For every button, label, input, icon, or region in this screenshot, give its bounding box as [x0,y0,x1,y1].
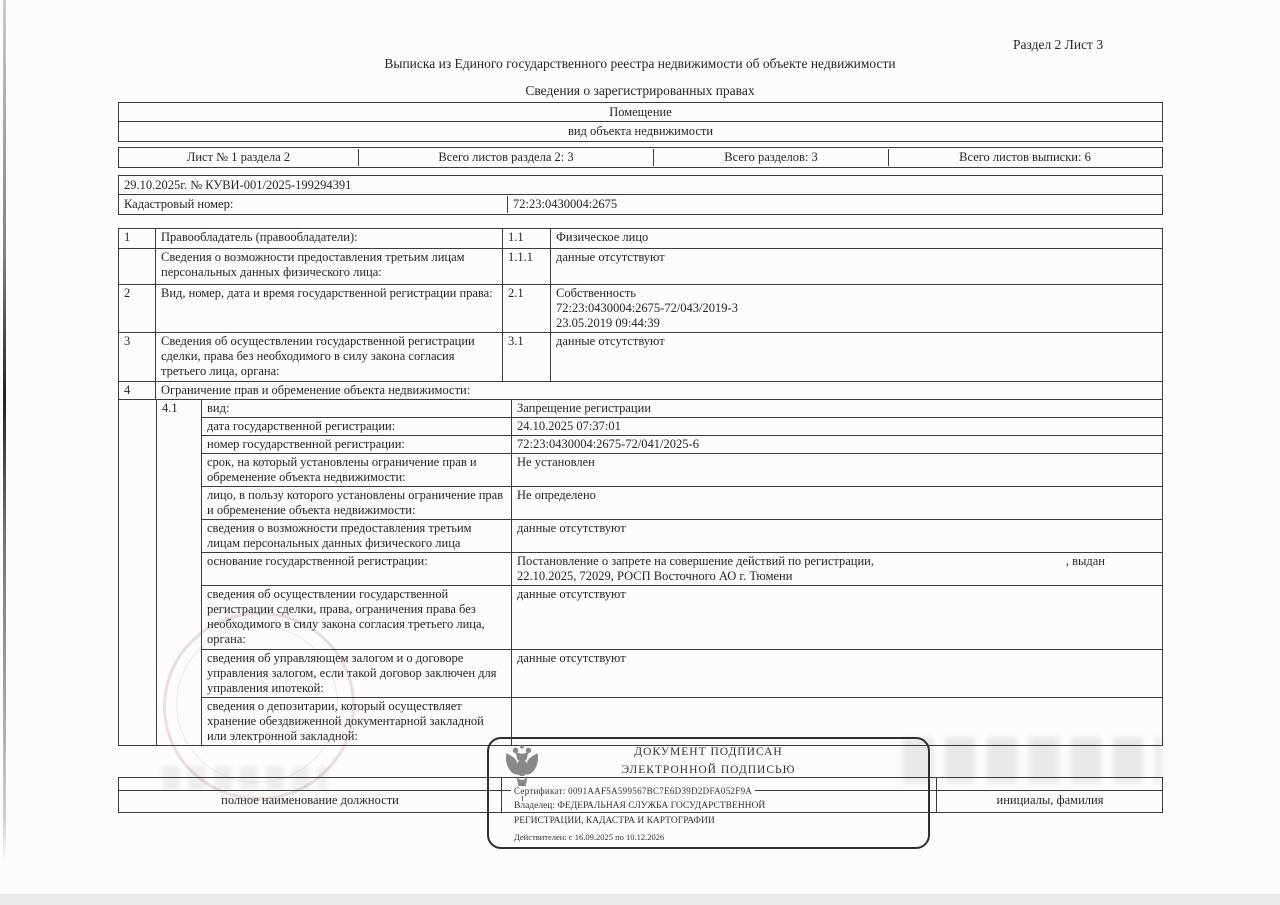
row-label: сведения о депозитарии, который осуществляет хранение обездвиженной документарной закладной или электронной закладной: [202,698,512,745]
row-label: лицо, в пользу которого установлены ограничение прав и обременение объекта недвижимости: [202,487,512,519]
restrictions-block [119,400,1162,745]
object-type-table [118,102,1163,142]
stamp-line-2: ЭЛЕКТРОННОЙ ПОДПИСЬЮ [489,764,928,776]
row-label: сведения об осуществлении государственной регистрации сделки, права, ограничения права без необходимого в силу закона согласия третьего лица, органа: [202,586,512,649]
initials-surname-label: инициалы, фамилия [996,793,1104,807]
electronic-signature-stamp [487,737,930,849]
document-subtitle: Сведения о зарегистрированных правах [525,83,755,98]
sheet-info-cell: Всего листов раздела 2: 3 [359,149,654,166]
doc-info-table [118,175,1163,215]
row-subnumber: 1.1 [503,229,551,248]
restriction-subnumber: 4.1 [157,400,202,745]
restriction-row [202,553,1162,586]
sheet-info-cell: Всего листов выписки: 6 [959,150,1091,164]
row-subnumber: 3.1 [503,333,551,381]
table-row [119,249,1162,285]
restriction-row [202,650,1162,698]
stamp-owner-line-2: РЕГИСТРАЦИИ, КАДАСТРА И КАРТОГРАФИИ [511,816,718,826]
table-row [119,333,1162,382]
row-value [512,520,1162,552]
row-value [512,400,1162,417]
object-type-value: Помещение [609,104,672,119]
row-subnumber: 1.1.1 [503,249,551,284]
row-value [551,333,1162,381]
doc-date-number: 29.10.2025г. № КУВИ-001/2025-199294391 [124,177,352,192]
row-value-part: , выдан [1065,554,1105,568]
row-value [512,454,1162,486]
restrictions-header-row [119,382,1162,400]
row-label: Правообладатель (правообладатели): [156,229,503,248]
row-value [551,285,1162,332]
row-value [551,229,1162,248]
sheet-info-table [118,147,1163,168]
rights-rows [119,229,1162,382]
scan-edge-line [3,0,6,862]
row-label: срок, на который установлены ограничение прав и обременение объекта недвижимости: [202,454,512,486]
stamp-validity: Действителен: с 16.09.2025 по 10.12.2026 [511,832,667,842]
row-label: сведения о возможности предоставления третьим лицам персональных данных физического лица [202,520,512,552]
scan-bottom-strip [0,894,1280,905]
table-row [119,229,1162,249]
restriction-row [202,586,1162,650]
restriction-row [202,454,1162,487]
row-number: 4 [119,382,156,399]
sheet-info-cell: Всего разделов: 3 [654,149,889,166]
cadastral-number-label: Кадастровый номер: [119,196,508,213]
rights-table [118,228,1163,746]
row-number: 3 [119,333,156,381]
row-value-line: данные отсутствуют [556,250,665,264]
sheet-info-cell: Лист № 1 раздела 2 [119,149,359,166]
row-value [551,249,1162,284]
row-label: Вид, номер, дата и время государственной регистрации права: [156,285,503,332]
restriction-row [202,418,1162,436]
position-title-label: полное наименование должности [221,793,399,807]
row-value [512,553,1162,585]
row-value-part: Постановление о запрете на совершение действий по регистрации, [517,554,874,568]
stamp-line-1: ДОКУМЕНТ ПОДПИСАН [489,746,928,758]
row-subnumber: 2.1 [503,285,551,332]
row-value-line: Физическое лицо [556,230,649,244]
row-value [512,487,1162,519]
row-value-line: Не определено [517,488,596,502]
row-value [512,586,1162,649]
row-value [512,418,1162,435]
table-row [119,285,1162,333]
restriction-rows [202,400,1162,745]
row-value-line [517,554,1157,569]
row-value [512,436,1162,453]
row-value-line: 22.10.2025, 72029, РОСП Восточного АО г. Тюмени [517,569,793,583]
row-value-line: данные отсутствуют [517,651,626,665]
cadastral-number-value: 72:23:0430004:2675 [513,197,618,211]
row-value-line: 72:23:0430004:2675-72/041/2025-6 [517,437,699,451]
row-value-line: данные отсутствуют [556,334,665,348]
row-label: Сведения о возможности предоставления третьим лицам персональных данных физического лица: [156,249,503,284]
row-label: дата государственной регистрации: [202,418,512,435]
document-title: Выписка из Единого государственного реестра недвижимости об объекте недвижимости [384,56,896,71]
restrictions-header-label: Ограничение прав и обременение объекта недвижимости: [161,383,471,397]
row-value-line: Не установлен [517,455,595,469]
row-label: основание государственной регистрации: [202,553,512,585]
stamp-owner-line-1: Владелец: ФЕДЕРАЛЬНАЯ СЛУЖБА ГОСУДАРСТВЕННОЙ [511,801,768,811]
restriction-row [202,400,1162,418]
row-number: 2 [119,285,156,332]
row-label: номер государственной регистрации: [202,436,512,453]
section-sheet-label: Раздел 2 Лист 3 [1013,37,1104,52]
row-label: Сведения об осуществлении государственной регистрации сделки, права без необходимого в силу закона согласия третьего лица, органа: [156,333,503,381]
row-value-line: Собственность [556,286,636,300]
restriction-row [202,436,1162,454]
row-label: сведения об управляющем залогом и о договоре управления залогом, если такой договор заключен для управления ипотекой: [202,650,512,697]
row-value-line: данные отсутствуют [517,587,626,601]
object-type-label: вид объекта недвижимости [567,124,714,138]
row-label: вид: [202,400,512,417]
row-value [512,650,1162,697]
stamp-certificate: Сертификат: 0091AAF5A599567BC7E6D39D2DFA052F9A [511,786,755,796]
row-value-line: 72:23:0430004:2675-72/043/2019-3 [556,301,738,315]
row-value-line: 24.10.2025 07:37:01 [517,419,621,433]
restriction-row [202,487,1162,520]
row-number: 1 [119,229,156,248]
row-value-line: данные отсутствуют [517,521,626,535]
row-number [119,249,156,284]
row-number-spacer [119,400,157,745]
row-value-line: Запрещение регистрации [517,401,652,415]
restriction-row [202,520,1162,553]
row-value-line: 23.05.2019 09:44:39 [556,316,660,330]
